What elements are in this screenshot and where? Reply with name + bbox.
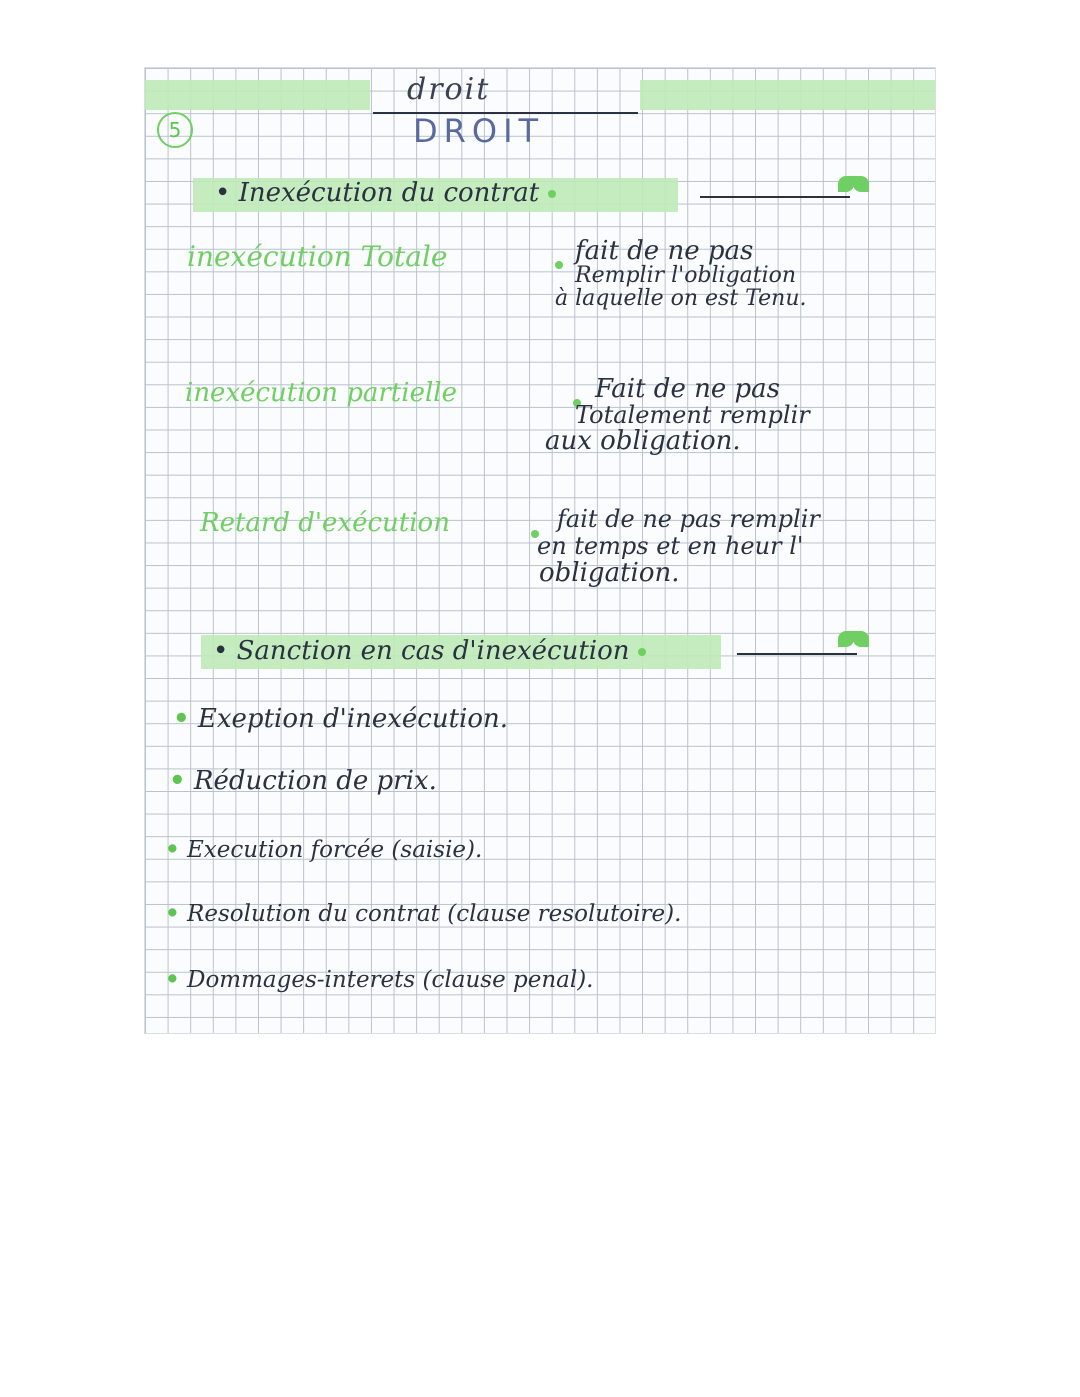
bullet-dot-icon xyxy=(638,648,646,656)
definition-retard xyxy=(537,505,820,588)
bullet-icon: • xyxy=(165,900,180,927)
sanction-text: Execution forcée (saisie). xyxy=(187,837,483,863)
sanction-list-item xyxy=(165,900,681,927)
bullet-icon: • xyxy=(165,966,180,993)
sanction-list-item xyxy=(165,836,482,863)
definition-line: Fait de ne pas xyxy=(595,374,780,404)
sanction-list-item xyxy=(165,966,594,993)
definition-line: en temps et en heur l' xyxy=(537,532,804,560)
term-inexecution-partielle: inexécution partielle xyxy=(185,378,457,408)
definition-line: à laquelle on est Tenu. xyxy=(555,286,807,311)
section1-rule xyxy=(700,196,850,198)
sanction-text: Réduction de prix. xyxy=(193,766,437,796)
sanction-text: Dommages-interets (clause penal). xyxy=(187,967,594,993)
definition-partielle xyxy=(545,374,810,456)
page-number-badge xyxy=(157,112,193,148)
section2-heading: Sanction en cas d'inexécution xyxy=(236,636,630,666)
bullet-icon: • xyxy=(165,836,180,863)
term-retard-execution: Retard d'exécution xyxy=(200,508,450,538)
definition-line: fait de ne pas xyxy=(575,236,754,266)
sanction-list-item xyxy=(173,704,508,734)
section2-heading-row xyxy=(213,636,646,666)
term-inexecution-totale: inexécution Totale xyxy=(187,240,448,273)
section1-heading-row xyxy=(215,178,556,208)
definition-line: aux obligation. xyxy=(545,426,741,456)
definition-totale xyxy=(555,236,807,311)
bullet-icon: • xyxy=(213,636,229,666)
sanction-text: Exeption d'inexécution. xyxy=(197,704,509,734)
bullet-dot-icon xyxy=(548,190,556,198)
bullet-icon: • xyxy=(215,178,231,208)
title-highlight-right xyxy=(640,80,935,110)
definition-line: Totalement remplir xyxy=(575,401,810,429)
title-script: droit xyxy=(407,72,491,107)
title-highlight-left xyxy=(145,80,370,110)
page-title: DROIT xyxy=(413,112,545,150)
definition-line: fait de ne pas remplir xyxy=(557,505,820,533)
sanction-list-item xyxy=(169,766,437,796)
page-number: 5 xyxy=(168,118,182,142)
grid-paper xyxy=(145,68,935,1033)
leaf-icon xyxy=(838,176,869,196)
bullet-icon: • xyxy=(173,704,190,734)
leaf-icon xyxy=(838,631,869,651)
section1-heading: Inexécution du contrat xyxy=(238,178,540,208)
definition-line: obligation. xyxy=(539,558,680,588)
sanction-text: Resolution du contrat (clause resolutoire). xyxy=(187,901,682,927)
definition-line: Remplir l'obligation xyxy=(575,263,797,288)
section2-rule xyxy=(737,653,857,655)
bullet-icon: • xyxy=(169,766,186,796)
term-dot-icon xyxy=(555,254,563,273)
